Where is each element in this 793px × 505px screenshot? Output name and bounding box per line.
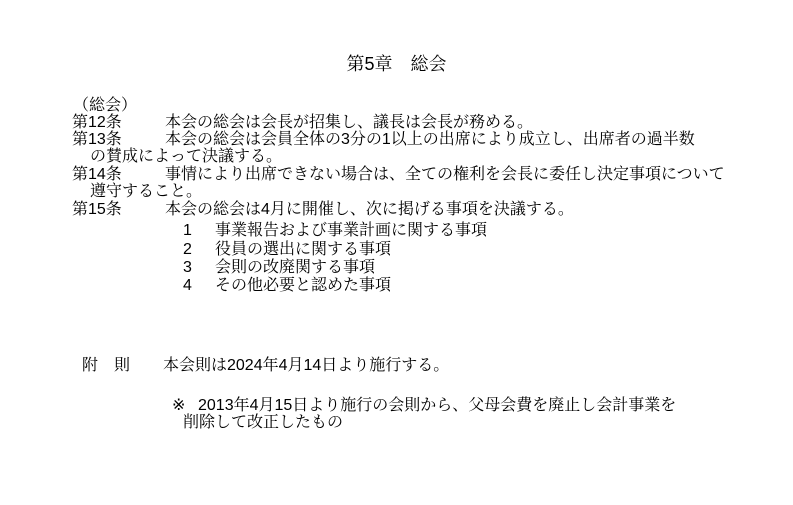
article-12-text: 本会の総会は会長が招集し、議長は会長が務める。 (165, 114, 534, 131)
article-14-text: 事情により出席できない場合は、全ての権利を会長に委任し決定事項について (165, 166, 725, 183)
note-text-line1: 2013年4月15日より施行の会則から、父母会費を廃止し会計事業を (198, 397, 677, 414)
agenda-item-4-number: 4 (183, 277, 192, 294)
agenda-item-2-text: 役員の選出に関する事項 (215, 241, 392, 258)
agenda-item-3-text: 会則の改廃関する事項 (215, 259, 376, 276)
chapter-title: 第5章 総会 (346, 54, 447, 74)
article-13-label: 第13条 (72, 131, 122, 148)
article-14-label: 第14条 (72, 166, 122, 183)
article-15-text: 本会の総会は4月に開催し、次に掲げる事項を決議する。 (165, 201, 574, 218)
agenda-item-2-number: 2 (183, 241, 192, 258)
agenda-item-1-text: 事業報告および事業計画に関する事項 (215, 222, 488, 239)
note-text-line2: 削除して改正したもの (183, 414, 344, 431)
supplement-text: 本会則は2024年4月14日より施行する。 (163, 357, 450, 374)
agenda-item-3-number: 3 (183, 259, 192, 276)
note-mark: ※ (172, 397, 186, 414)
section-heading: （総会） (73, 97, 138, 114)
agenda-item-1-number: 1 (183, 222, 192, 239)
article-13-text-continued: の賛成によって決議する。 (90, 148, 283, 165)
article-15-label: 第15条 (72, 201, 122, 218)
article-12-label: 第12条 (72, 114, 122, 131)
article-13-text: 本会の総会は会員全体の3分の1以上の出席により成立し、出席者の過半数 (165, 131, 695, 148)
article-14-text-continued: 遵守すること。 (90, 183, 203, 200)
agenda-item-4-text: その他必要と認めた事項 (215, 277, 392, 294)
supplement-label: 附 則 (82, 357, 131, 374)
